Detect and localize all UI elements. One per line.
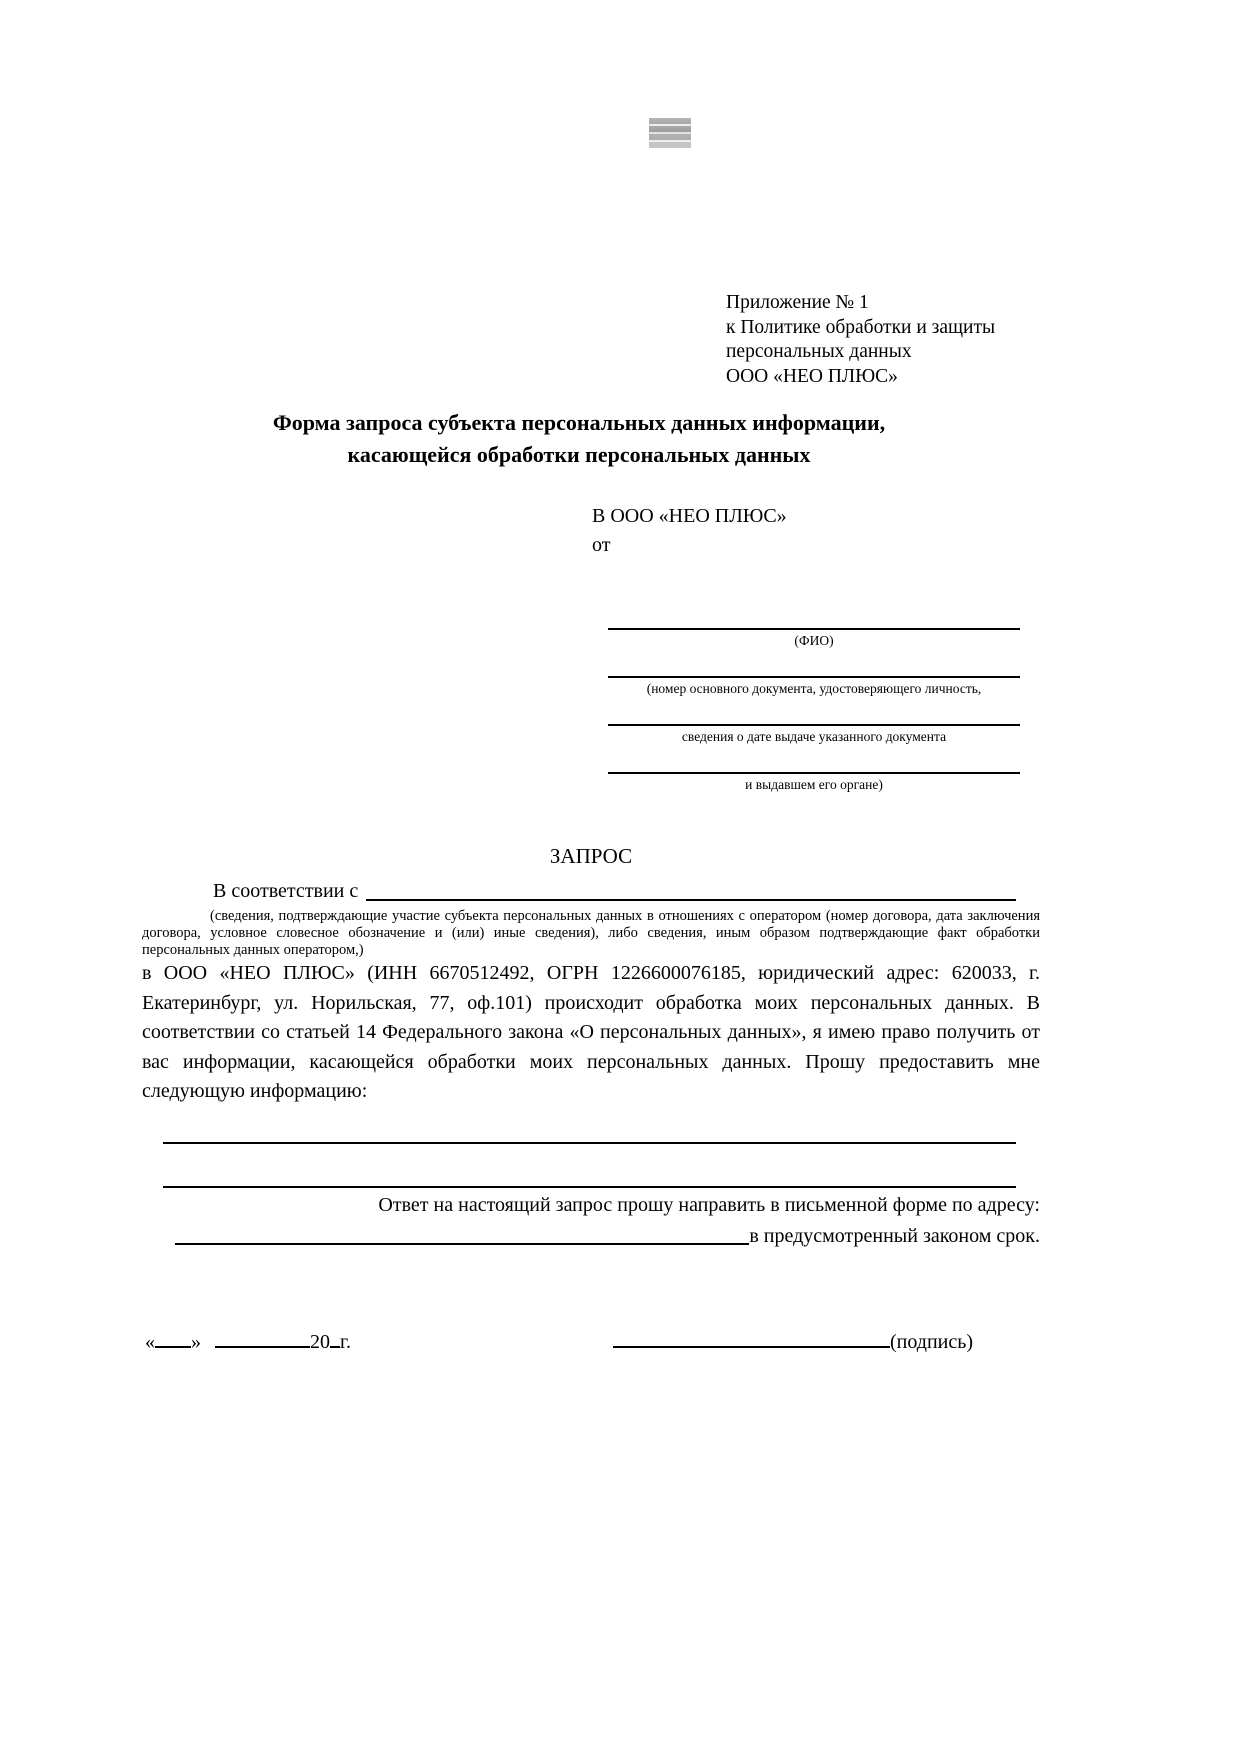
request-body-paragraph: в ООО «НЕО ПЛЮС» (ИНН 6670512492, ОГРН 1226600076185, юридический адрес: 620033, г. Екатеринбург, ул. Норильская, 77, оф.101) происходит обработка моих персональных данных. В соответствии со статьей 14 Федерального закона «О персональных данных», я имею право получить от вас информации, касающейся обработки моих персональных данных. Прошу предоставить мне следующую информацию:: [142, 962, 1040, 1103]
year-fill-line[interactable]: [330, 1330, 340, 1348]
document-number-field: [608, 646, 1020, 697]
addressee-block: [592, 502, 787, 560]
year-suffix: г.: [340, 1331, 351, 1353]
basis-note: (сведения, подтверждающие участие субъекта персональных данных в отношениях с оператором (номер договора, дата заключения договора, условное словесное обозначение и (или) иные сведения), либо сведения, иным образом подтверждающие факт обработки персональных данных оператором,): [142, 908, 1040, 958]
signature-caption: (подпись): [890, 1331, 974, 1353]
annex-header: [726, 291, 995, 389]
request-heading: ЗАПРОС: [549, 844, 633, 868]
fio-field: [608, 598, 1020, 649]
year-text: 20: [310, 1331, 330, 1353]
form-title-line: Форма запроса субъекта персональных данных информации,: [272, 410, 886, 435]
issue-date-field: [608, 694, 1020, 745]
annex-line: ООО «НЕО ПЛЮС»: [726, 365, 898, 387]
lead-text: В соответствии с: [213, 880, 359, 902]
signature-row: [613, 1330, 973, 1354]
document-number-caption: (номер основного документа, удостоверяющего личность,: [646, 681, 982, 696]
basis-fill-line[interactable]: [366, 878, 1016, 901]
annex-line: персональных данных: [726, 341, 912, 362]
annex-line: Приложение № 1: [726, 292, 869, 313]
month-fill-line[interactable]: [215, 1330, 310, 1348]
addressee-from-label: от: [592, 534, 611, 556]
issuer-caption: и выдавшем его органе): [745, 777, 883, 792]
form-title-line: касающейся обработки персональных данных: [347, 442, 811, 467]
lead-row: [142, 878, 1016, 905]
form-title: [142, 407, 1016, 471]
information-fill-line-2[interactable]: [163, 1166, 1016, 1188]
addressee-to: В ООО «НЕО ПЛЮС»: [592, 505, 787, 527]
issue-date-caption: сведения о дате выдаче указанного документа: [681, 729, 947, 744]
signature-fill-line[interactable]: [613, 1330, 890, 1348]
document-number-fill-line[interactable]: [608, 646, 1020, 678]
information-fill-line-1[interactable]: [163, 1122, 1016, 1144]
answer-instruction: Ответ на настоящий запрос прошу направить в письменной форме по адресу:: [378, 1194, 1040, 1216]
answer-tail-text: в предусмотренный законом срок.: [749, 1225, 1040, 1247]
fio-fill-line[interactable]: [608, 598, 1020, 630]
fio-caption: (ФИО): [794, 633, 834, 648]
issue-date-fill-line[interactable]: [608, 694, 1020, 726]
address-fill-line[interactable]: [175, 1223, 749, 1245]
date-row: [145, 1330, 351, 1354]
date-close-quote: »: [191, 1331, 201, 1353]
issuer-fill-line[interactable]: [608, 742, 1020, 774]
issuer-field: [608, 742, 1020, 793]
day-fill-line[interactable]: [155, 1330, 191, 1348]
blurred-logo-image: [649, 116, 691, 148]
annex-line: к Политике обработки и защиты: [726, 316, 996, 338]
answer-address-row: [142, 1223, 1040, 1249]
date-open-quote: «: [145, 1331, 155, 1353]
